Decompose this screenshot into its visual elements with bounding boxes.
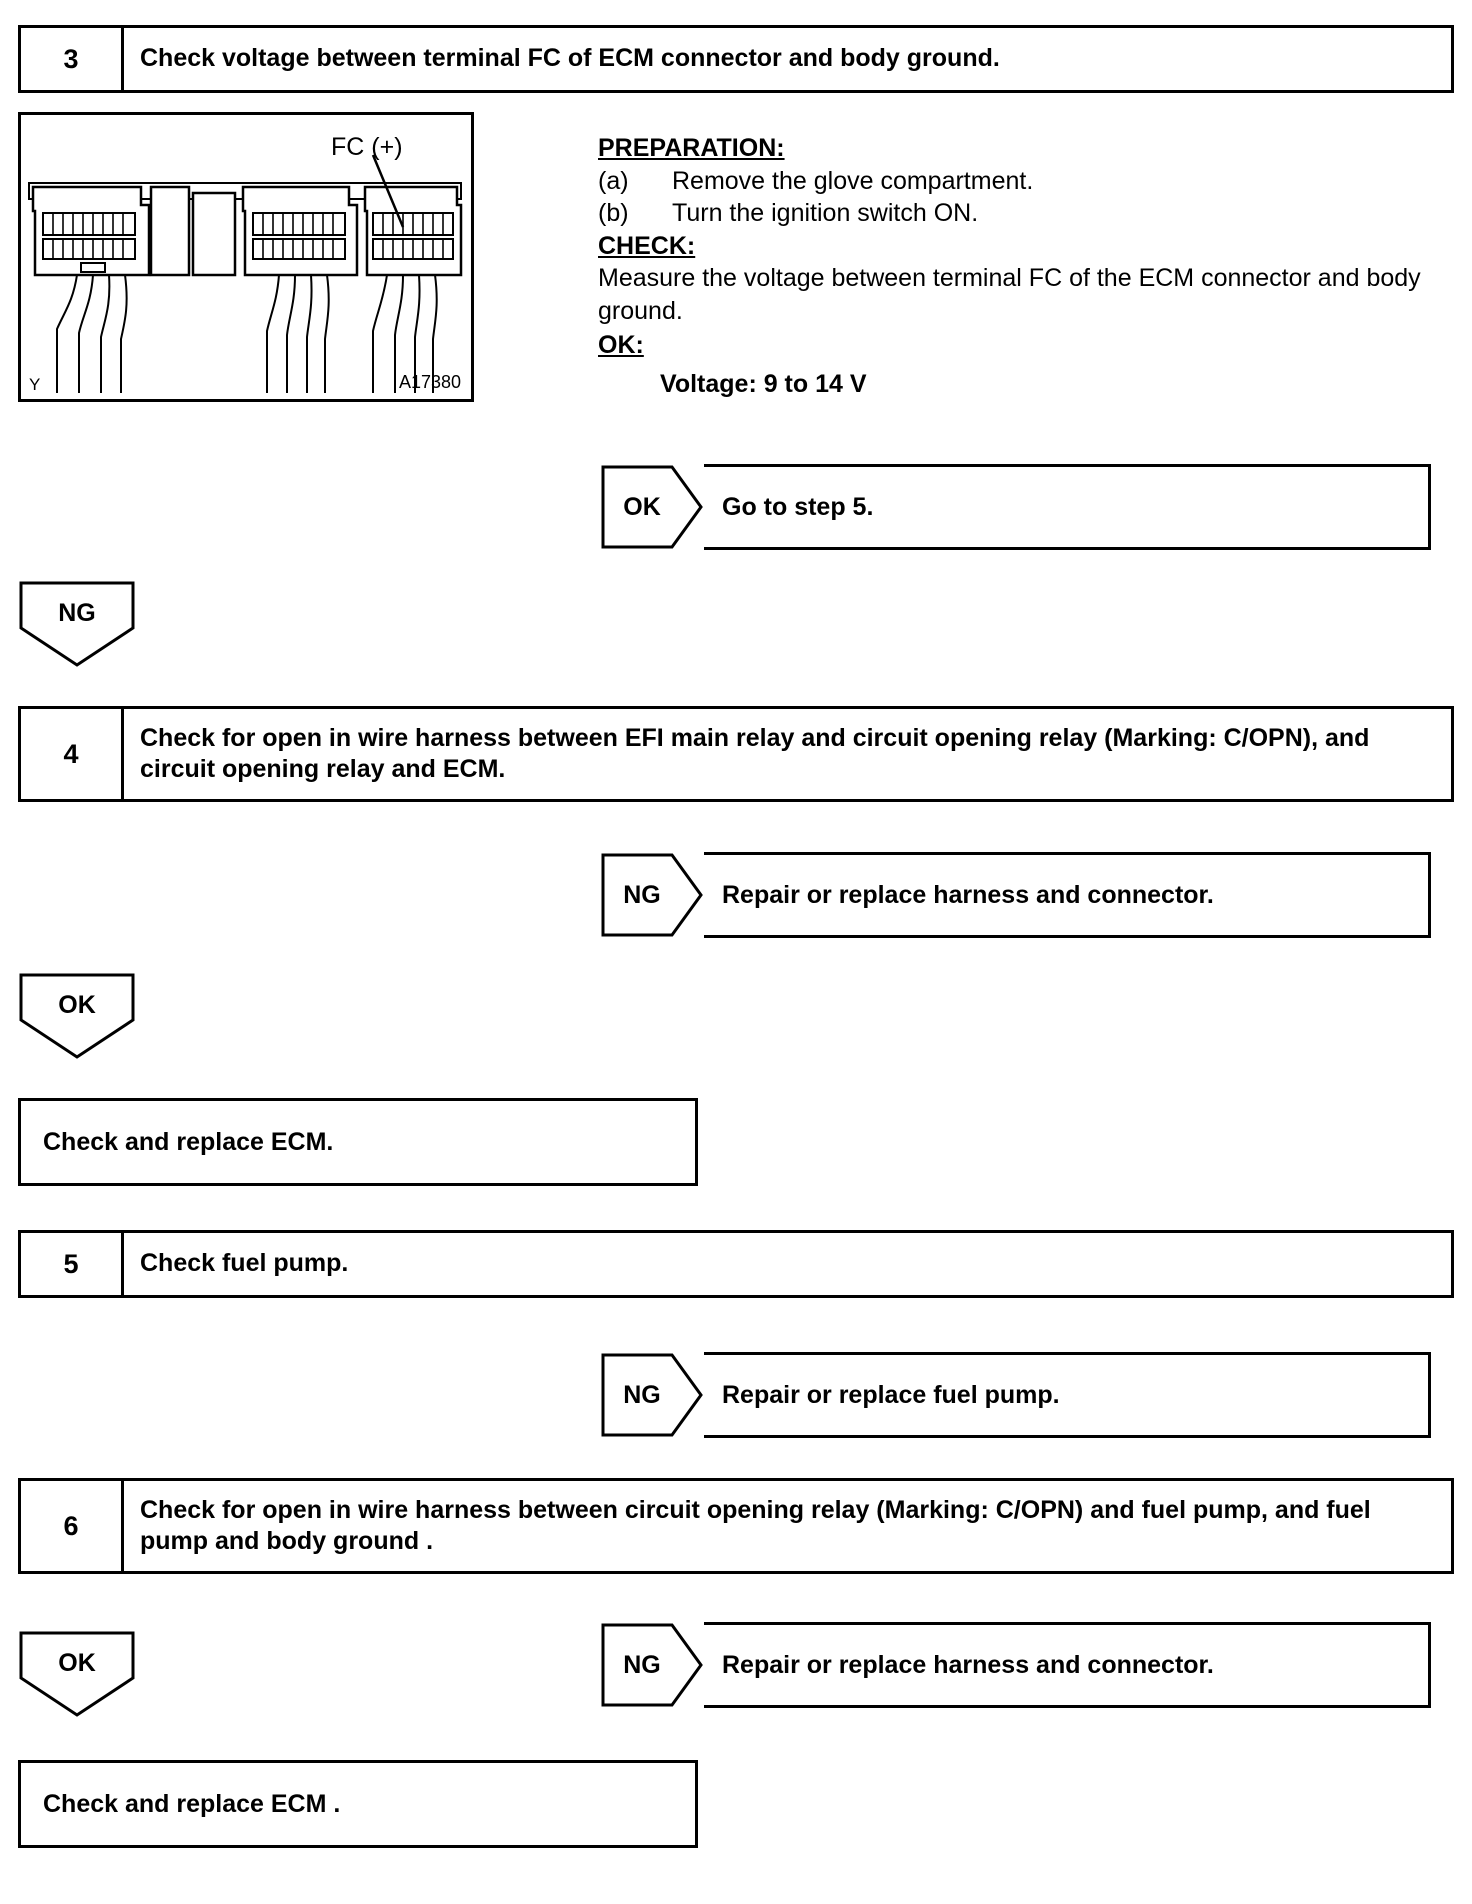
step-6-title: Check for open in wire harness between circuit opening relay (Marking: C/OPN) and fuel pump, and fuel pump and body ground . — [140, 1495, 1371, 1555]
step-5-ng-branch — [600, 1352, 1431, 1438]
ng-result-box-step6: Repair or replace harness and connector. — [701, 1622, 1431, 1708]
figure-corner-mark: Y — [29, 375, 41, 394]
step-4-ok-label: OK — [58, 990, 96, 1019]
preparation-a-text: Remove the glove compartment. — [672, 166, 1034, 195]
step-3-number: 3 — [21, 28, 124, 90]
step-5-number: 5 — [21, 1233, 124, 1295]
step-5-header — [18, 1230, 1454, 1298]
preparation-item-a — [598, 165, 1440, 198]
step-3-header — [18, 25, 1454, 93]
figure-code: A17380 — [398, 372, 461, 392]
step-3-instructions — [598, 132, 1440, 400]
step-4-header — [18, 706, 1454, 802]
step-5-title: Check fuel pump. — [140, 1249, 349, 1278]
ng-pennant-step5 — [600, 1352, 704, 1438]
step-6-ok-tag — [18, 1630, 136, 1718]
ok-heading: OK: — [598, 331, 644, 359]
ng-pennant-step4 — [600, 852, 704, 938]
figure-fc-label: FC (+) — [331, 133, 403, 161]
step-4-title: Check for open in wire harness between EFI main relay and circuit opening relay (Marking: C/OPN), and circuit opening relay and ECM. — [140, 723, 1370, 783]
check-text: Measure the voltage between terminal FC of the ECM connector and body ground. — [598, 264, 1421, 325]
ok-pennant-label: OK — [623, 492, 661, 521]
ok-result-box: Go to step 5. — [701, 464, 1431, 550]
check-heading: CHECK: — [598, 231, 696, 260]
ecm-connector-figure — [18, 112, 474, 402]
ng-pennant-label-step6: NG — [623, 1650, 661, 1679]
ng-pennant-step6 — [600, 1622, 704, 1708]
step-6-number: 6 — [21, 1481, 124, 1571]
step-3-ng-label: NG — [58, 598, 96, 627]
step-4-final-box: Check and replace ECM. — [18, 1098, 698, 1186]
preparation-b-mark: (b) — [598, 199, 629, 227]
preparation-b-text: Turn the ignition switch ON. — [672, 199, 979, 227]
step-6-ok-label: OK — [58, 1648, 96, 1677]
ng-result-box-step5: Repair or replace fuel pump. — [701, 1352, 1431, 1438]
step-6-final-box: Check and replace ECM . — [18, 1760, 698, 1848]
ng-pennant-label-step5: NG — [623, 1380, 661, 1409]
step-4-ok-tag — [18, 972, 136, 1060]
ok-pennant — [600, 464, 704, 550]
step-3-title: Check voltage between terminal FC of ECM connector and body ground. — [140, 44, 1000, 73]
connector-illustration — [21, 115, 471, 399]
step-3-ng-tag — [18, 580, 136, 668]
preparation-a-mark: (a) — [598, 166, 629, 195]
step-6-ng-branch — [600, 1622, 1431, 1708]
step-3-ok-branch — [600, 464, 1431, 550]
ng-pennant-label-step4: NG — [623, 880, 661, 909]
ok-spec-voltage: Voltage: 9 to 14 V — [660, 369, 867, 398]
ng-result-box-step4: Repair or replace harness and connector. — [701, 852, 1431, 938]
step-4-ng-branch — [600, 852, 1431, 938]
preparation-item-b — [598, 197, 1440, 230]
preparation-heading: PREPARATION: — [598, 134, 785, 162]
step-6-header — [18, 1478, 1454, 1574]
step-4-number: 4 — [21, 709, 124, 799]
